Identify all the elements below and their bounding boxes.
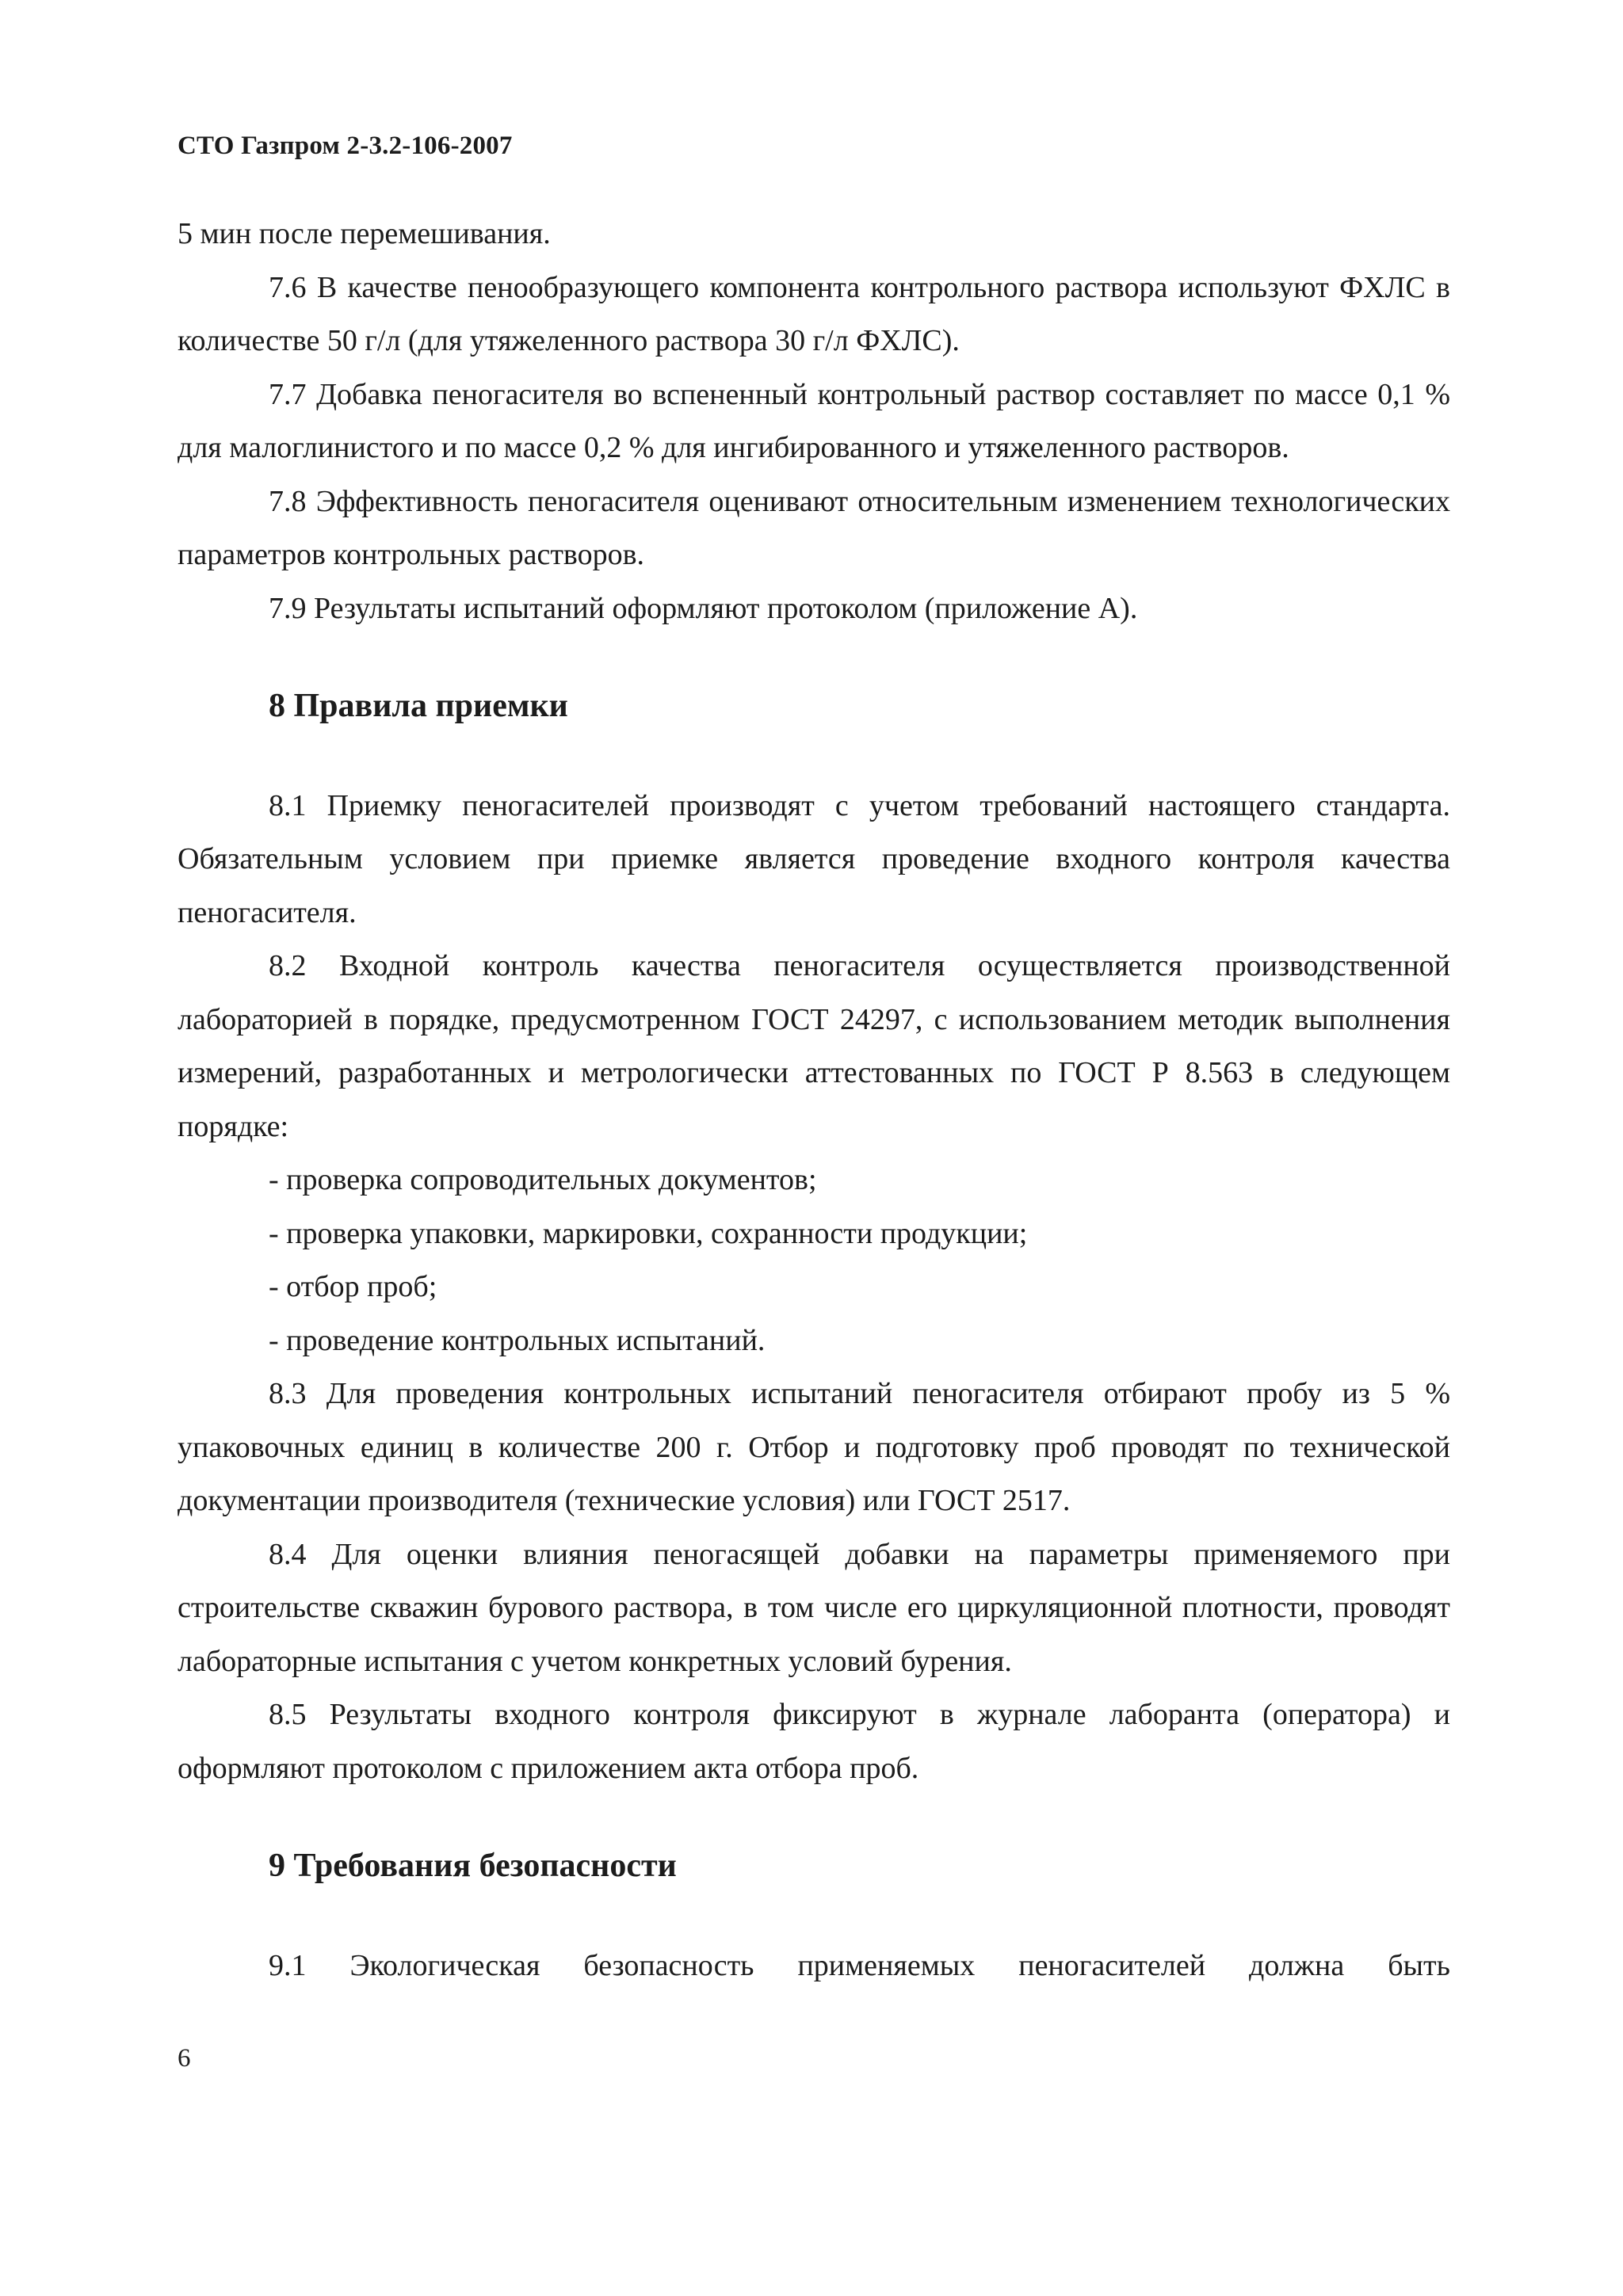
list-item: - проверка сопроводительных документов; xyxy=(269,1163,817,1196)
paragraph-8-4: 8.4 Для оценки влияния пеногасящей добавки на параметры применяемого при строительстве скважин бурового раствора, в том числе его циркуляционной плотности, проводят лабораторные испытания с учетом конкретных условий бурения. xyxy=(178,1537,1450,1678)
section-heading-9: 9 Требования безопасности xyxy=(269,1848,677,1884)
section-heading-8: 8 Правила приемки xyxy=(269,688,568,724)
page-number: 6 xyxy=(178,2044,191,2073)
document-header: СТО Газпром 2-3.2-106-2007 xyxy=(178,132,513,160)
paragraph-9-1: 9.1 Экологическая безопасность применяемых пеногасителей должна быть xyxy=(269,1948,1450,1982)
list-item: - проверка упаковки, маркировки, сохранности продукции; xyxy=(269,1216,1028,1250)
document-body xyxy=(178,208,1450,1993)
paragraph-8-1: 8.1 Приемку пеногасителей производят с учетом требований настоящего стандарта. Обязательным условием при приемке является проведение входного контроля качества пеногасителя. xyxy=(178,788,1450,929)
paragraph-8-5: 8.5 Результаты входного контроля фиксируют в журнале лаборанта (оператора) и оформляют протоколом с приложением акта отбора проб. xyxy=(178,1698,1450,1785)
paragraph-8-3: 8.3 Для проведения контрольных испытаний пеногасителя отбирают пробу из 5 % упаковочных единиц в количестве 200 г. Отбор и подготовку проб проводят по технической документации производителя (технические условия) или ГОСТ 2517. xyxy=(178,1377,1450,1517)
paragraph-7-7: 7.7 Добавка пеногасителя во вспененный контрольный раствор составляет по массе 0,1 % для малоглинистого и по массе 0,2 % для ингибированного и утяжеленного растворов. xyxy=(178,377,1450,464)
spacer xyxy=(178,734,1450,780)
paragraph-7-8: 7.8 Эффективность пеногасителя оценивают относительным изменением технологических параметров контрольных растворов. xyxy=(178,484,1450,571)
spacer xyxy=(178,1894,1450,1939)
paragraph-7-9: 7.9 Результаты испытаний оформляют протоколом (приложение А). xyxy=(269,591,1138,625)
spacer xyxy=(178,1795,1450,1840)
list-item: - отбор проб; xyxy=(269,1270,437,1303)
paragraph-continuation: 5 мин после перемешивания. xyxy=(178,217,551,250)
paragraph-8-2: 8.2 Входной контроль качества пеногасителя осуществляется производственной лабораторией в порядке, предусмотренном ГОСТ 24297, с использованием методик выполнения измерений, разработанных и метрологически аттестованных по ГОСТ Р 8.563 в следующем порядке: xyxy=(178,949,1450,1143)
spacer xyxy=(178,635,1450,680)
list-item: - проведение контрольных испытаний. xyxy=(269,1323,766,1357)
paragraph-7-6: 7.6 В качестве пенообразующего компонента контрольного раствора используют ФХЛС в количестве 50 г/л (для утяжеленного раствора 30 г/л ФХЛС). xyxy=(178,270,1450,357)
